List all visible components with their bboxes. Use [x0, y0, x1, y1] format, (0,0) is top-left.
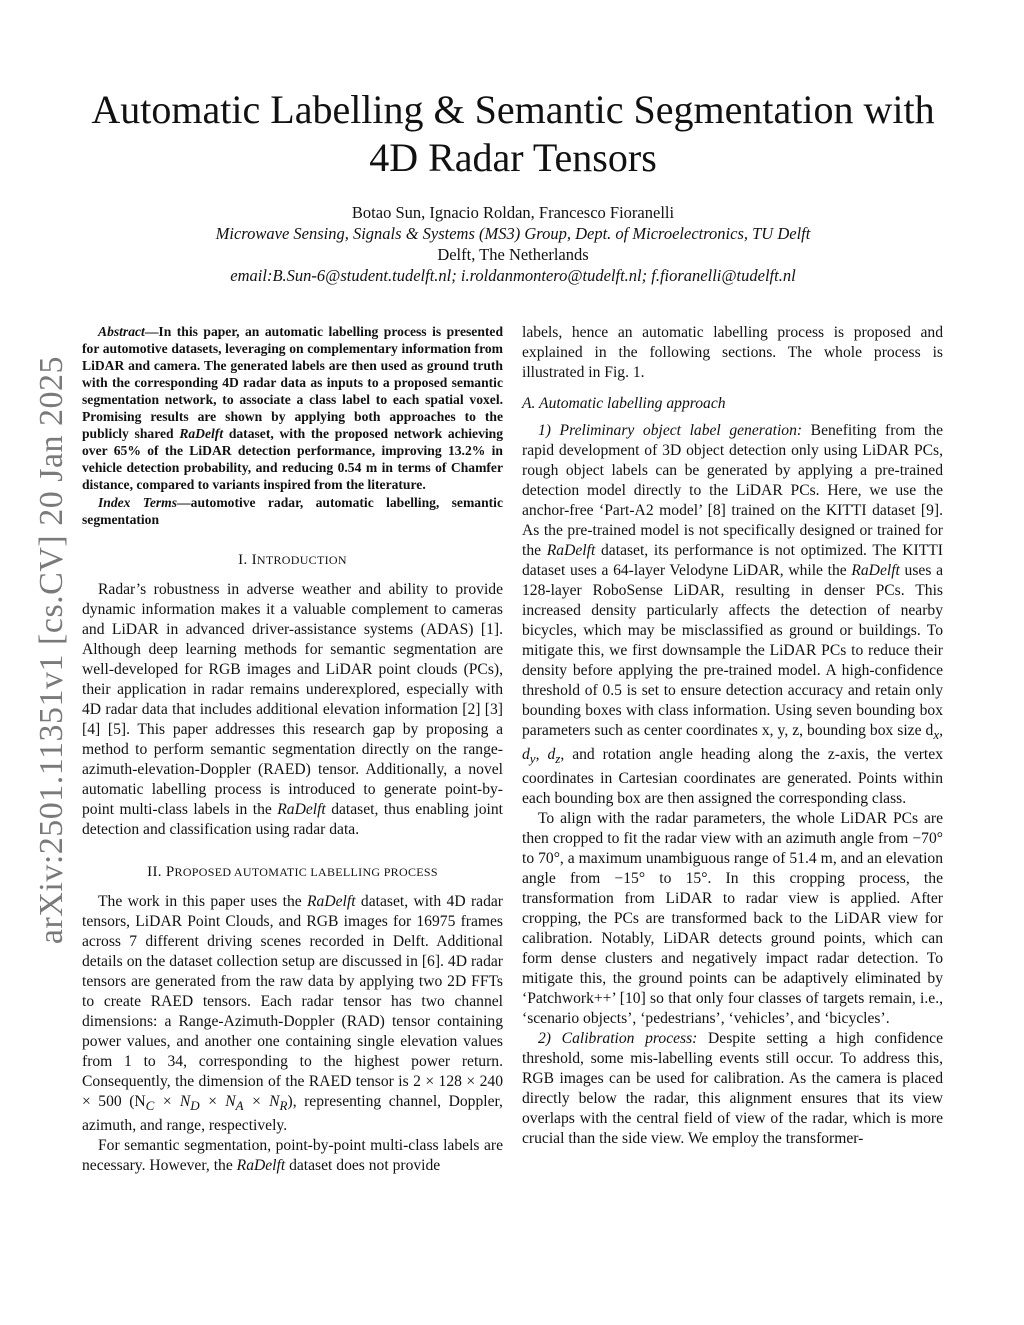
abstract-text-end: dataset, with the proposed network achieving over 65% of the LiDAR detection performance, improving 13.2% in vehicle detection probability, and reducing 0.54 m in terms of Chamfer distance, compared to variants inspired from the literature. [82, 426, 503, 492]
author-location: Delft, The Netherlands [437, 245, 589, 264]
index-terms-label: Index Terms [98, 495, 178, 510]
paper-title [80, 86, 946, 182]
arxiv-sidebar-stamp [34, 350, 70, 950]
right-column [522, 323, 943, 1149]
section-heading-introduction: I. INTRODUCTION [238, 552, 347, 568]
abstract-text: —In this paper, an automatic labelling process is presented for automotive datasets, leveraging on complementary information from LiDAR and camera. The generated labels are then used as ground truth with the corresponding 4D radar data as inputs to a proposed semantic segmentation network, to associate a class label to each spatial voxel. Promising results are shown by applying both approaches to the publicly shared [82, 324, 503, 441]
section-heading-labelling-process: II. PROPOSED AUTOMATIC LABELLING PROCESS [147, 864, 438, 880]
labelling-paragraph-1: The work in this paper uses the RaDelft dataset, with 4D radar tensors, LiDAR Point Clouds, and RGB images for 16975 frames across 7 different driving scenes recorded in Delft. Additional details on the dataset collection setup are discussed in [6]. 4D radar tensors are generated from the raw data by applying two 2D FFTs to create RAED tensors. Each radar tensor has two channel dimensions: a Range-Azimuth-Doppler (RAD) tensor containing power values, and another one containing single elevation values from 1 to 34, corresponding to the highest power return. Consequently, the dimension of the RAED tensor is 2 × 128 × 240 × 500 $(N_C \times N_D \times N_A \times N_R)$, representing channel, Doppler, azimuth, and range, respectively. [82, 893, 503, 1135]
index-terms [82, 494, 503, 528]
continued-paragraph: labels, hence an automatic labelling process is proposed and explained in the following sections. The whole process is illustrated in Fig. 1. [522, 324, 943, 381]
author-names: Botao Sun, Ignacio Roldan, Francesco Fioranelli [351, 203, 675, 222]
arxiv-id: arXiv:2501.11351v1 [cs.CV] 20 Jan 2025 [33, 355, 70, 945]
abstract-label: Abstract [98, 324, 145, 339]
subsection-heading-approach: A. Automatic labelling approach [522, 395, 726, 412]
preliminary-label-paragraph: 1) Preliminary object label generation: Benefiting from the rapid development of 3D object detection only using LiDAR PCs, rough object labels can be generated by applying a pre-trained detection model directly to the LiDAR PCs. Here, we use the anchor-free ‘Part-A2 model’ [8] trained on the KITTI dataset [9]. As the pre-trained model is not specifically designed or trained for the RaDelft dataset, its performance is not optimized. The KITTI dataset uses a 64-layer Velodyne LiDAR, while the RaDelft uses a 128-layer RoboSense LiDAR, resulting in denser PCs. This increased density particularly affects the detection of nearby bicycles, which may be misclassified as ground or buildings. To mitigate this, we first downsample the LiDAR PCs to reduce their density before applying the pre-trained model. A high-confidence threshold of 0.5 is set to ensure detection accuracy and retain only bounding boxes with class information. Using seven bounding box parameters such as center coordinates x, y, z, bounding box size $d_x$, $d_y$, $d_z$, and rotation angle heading along the z-axis, the vertex coordinates in Cartesian coordinates are generated. Points within each bounding box are then assigned the corresponding class. [522, 422, 943, 808]
intro-paragraph: Radar’s robustness in adverse weather and ability to provide dynamic information makes it a valuable complement to cameras and LiDAR in advanced driver-assistance systems (ADAS) [1]. Although deep learning methods for semantic segmentation are well-developed for RGB images and LiDAR point clouds (PCs), their application in radar remains underexplored, especially with 4D radar data that includes additional elevation information [2] [3] [4] [5]. This paper addresses this research gap by proposing a method to perform semantic segmentation directly on the range-azimuth-elevation-Doppler (RAED) tensor. Additionally, a novel automatic labelling process is introduced to generate point-by-point multi-class labels in the RaDelft dataset, thus enabling joint detection and classification using radar data. [82, 581, 503, 838]
title-line-1: Automatic Labelling & Semantic Segmentation with [91, 87, 935, 132]
abstract [82, 323, 503, 493]
cropping-paragraph: To align with the radar parameters, the whole LiDAR PCs are then cropped to fit the radar view with an azimuth angle from −70° to 70°, a maximum unambiguous range of 51.4 m, and an elevation angle from −15° to 15°. In this cropping process, the transformation from LiDAR to radar view is applied. After cropping, the PCs are transformed back to the LiDAR view for calibration. Notably, LiDAR detects ground points, which can form dense clusters and negatively impact radar detection. To mitigate this, the ground points can be adaptively eliminated by ‘Patchwork++’ [10] so that only four classes of targets remain, i.e., ‘scenario objects’, ‘pedestrians’, ‘vehicles’, and ‘bicycles’. [522, 810, 943, 1028]
title-line-2: 4D Radar Tensors [369, 135, 657, 180]
abstract-dataset: RaDelft [179, 426, 224, 441]
calibration-paragraph: 2) Calibration process: Despite setting a high confidence threshold, some mis-labelling events still occur. To address this, RGB images can be used for calibration. As the camera is placed directly below the radar, this alignment ensures that its view overlaps with the central field of view of the radar, which is more crucial than the side view. We employ the transformer- [522, 1030, 943, 1148]
left-column [82, 323, 503, 1176]
author-block [80, 202, 946, 286]
subsubsection-label-1: 1) Preliminary object label generation: [538, 422, 803, 439]
labelling-paragraph-2: For semantic segmentation, point-by-point multi-class labels are necessary. However, the RaDelft dataset does not provide [82, 1137, 503, 1175]
author-affiliation: Microwave Sensing, Signals & Systems (MS3) Group, Dept. of Microelectronics, TU Delft [215, 224, 811, 243]
index-terms-text: —automotive radar, automatic labelling, semantic segmentation [82, 495, 503, 527]
author-emails: email:B.Sun-6@student.tudelft.nl; i.roldanmontero@tudelft.nl; f.fioranelli@tudelft.nl [230, 266, 796, 285]
subsubsection-label-2: 2) Calibration process: [538, 1030, 698, 1048]
